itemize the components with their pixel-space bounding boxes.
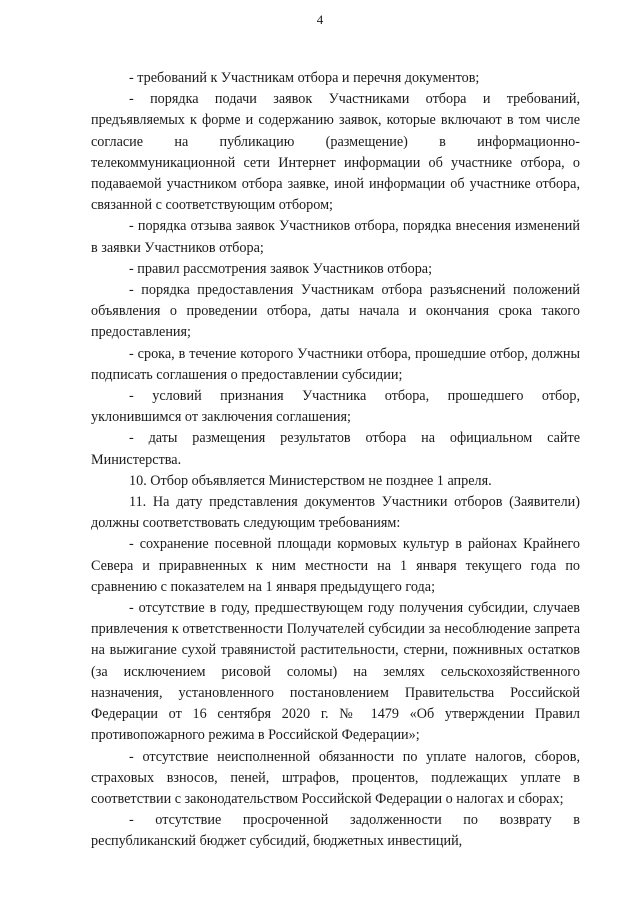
paragraph: - отсутствие неисполненной обязанности по уплате налогов, сборов, страховых взносов, пеней, штрафов, процентов, подлежащих уплате в соответствии с законодательством Российской Федерации о налогах и сборах; bbox=[91, 748, 580, 807]
paragraph: 11. На дату представления документов Участники отборов (Заявители) должны соответствовать следующим требованиям: bbox=[91, 494, 580, 532]
paragraph: 10. Отбор объявляется Министерством не позднее 1 апреля. bbox=[129, 472, 492, 489]
paragraph: - отсутствие просроченной задолженности по возврату в республиканский бюджет субсидий, бюджетных инвестиций, bbox=[91, 812, 580, 850]
paragraph: - требований к Участникам отбора и перечня документов; bbox=[129, 70, 480, 86]
paragraph: - срока, в течение которого Участники отбора, прошедшие отбор, должны подписать соглашения о предоставлении субсидии; bbox=[91, 345, 580, 383]
paragraph: - условий признания Участника отбора, прошедшего отбор, уклонившимся от заключения соглашения; bbox=[91, 388, 580, 426]
document-body bbox=[91, 68, 580, 853]
paragraph: - даты размещения результатов отбора на официальном сайте Министерства. bbox=[91, 430, 580, 468]
paragraph: - порядка подачи заявок Участниками отбора и требований, предъявляемых к форме и содержанию заявок, которые включают в том числе согласие на публикацию (размещение) в информационно-телекоммуникационной сети Интернет информации об участнике отбора, о подаваемой участником отбора заявке, иной информации об участнике отбора, связанной с соответствующим отбором; bbox=[91, 91, 580, 214]
paragraph: - сохранение посевной площади кормовых культур в районах Крайнего Севера и приравненных к ним местности на 1 января текущего года по сравнению с показателем на 1 января предыдущего года; bbox=[91, 536, 580, 595]
paragraph: - отсутствие в году, предшествующем году получения субсидии, случаев привлечения к ответственности Получателей субсидии за несоблюдение запрета на выжигание сухой травянистой растительности, стерни, пожнивных остатков (за исключением рисовой соломы) на землях сельскохозяйственного назначения, установленного постановлением Правительства Российской Федерации от 16 сентября 2020 г. № 1479 «Об утверждении Правил противопожарного режима в Российской Федерации»; bbox=[91, 600, 580, 744]
paragraph: - правил рассмотрения заявок Участников отбора; bbox=[129, 260, 433, 277]
paragraph: - порядка предоставления Участникам отбора разъяснений положений объявления о проведении отбора, даты начала и окончания срока такого предоставления; bbox=[91, 282, 580, 341]
page-number: 4 bbox=[316, 12, 324, 27]
paragraph: - порядка отзыва заявок Участников отбора, порядка внесения изменений в заявки Участников отбора; bbox=[91, 218, 580, 256]
